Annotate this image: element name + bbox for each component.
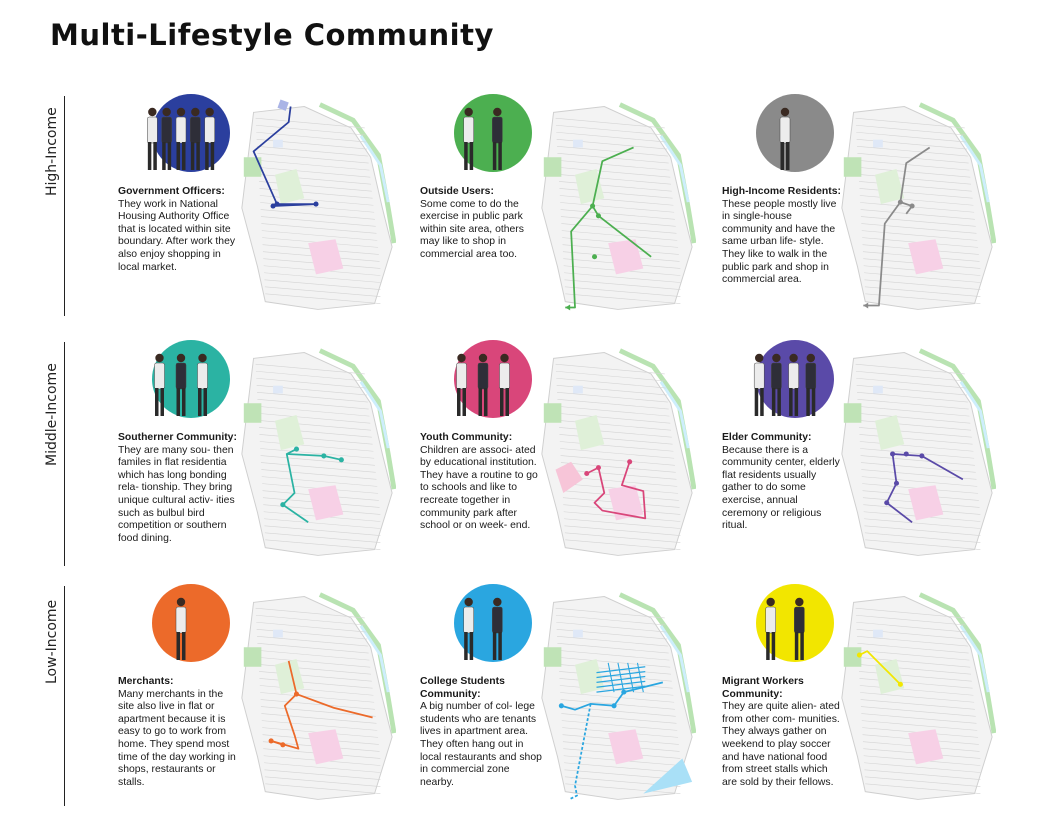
arrow-icon <box>565 305 570 311</box>
person-leg <box>800 632 804 660</box>
band-divider <box>64 342 65 566</box>
group-description <box>420 676 542 789</box>
route-node <box>612 703 617 708</box>
office-zone <box>273 140 283 148</box>
arrow-icon <box>863 303 868 309</box>
person-head <box>155 354 163 362</box>
person-leg <box>148 142 152 170</box>
person-leg <box>182 388 186 416</box>
group-description <box>118 186 240 274</box>
park-zone <box>244 403 262 423</box>
person-head <box>177 108 185 116</box>
high-income-residents-icon <box>734 96 834 186</box>
youth-community-icon <box>432 342 532 432</box>
person-head <box>493 108 501 116</box>
route-node <box>919 453 924 458</box>
person-leg <box>191 142 195 170</box>
southerner-community-icon <box>130 342 230 432</box>
site-map <box>236 588 396 806</box>
site-outline <box>842 597 992 800</box>
person-body <box>806 363 816 389</box>
site-outline <box>542 107 692 310</box>
person-head <box>500 354 508 362</box>
route-node <box>559 703 564 708</box>
group-text: They work in National Housing Authority Office that is located within site boundary. After work they also enjoy shopping in local market. <box>118 198 236 273</box>
person-leg <box>789 388 793 416</box>
group-heading: College Students Community: <box>420 676 505 700</box>
site-outline <box>242 107 392 310</box>
park-zone <box>844 157 862 177</box>
park-zone <box>844 403 862 423</box>
person-leg <box>755 388 759 416</box>
route-node <box>590 203 595 208</box>
group-heading: Youth Community: <box>420 432 513 443</box>
route-node <box>898 682 903 687</box>
group-heading: Migrant Workers Community: <box>722 676 804 700</box>
park-zone <box>544 647 562 667</box>
person-body <box>766 607 776 633</box>
person-leg <box>479 388 483 416</box>
group-text: A big number of col- lege students who are tenants lives in apartment area. They often hang out in local restaurants and shop in commercial zone nearby. <box>420 701 542 788</box>
office-zone <box>273 386 283 394</box>
person-leg <box>777 388 781 416</box>
person-body <box>789 363 799 389</box>
person-leg <box>177 632 181 660</box>
office-zone <box>273 630 283 638</box>
site-map <box>236 344 396 562</box>
person-leg <box>196 142 200 170</box>
person-leg <box>182 142 186 170</box>
person-leg <box>786 142 790 170</box>
group-description <box>420 186 542 262</box>
person-head <box>191 108 199 116</box>
route-node <box>910 203 915 208</box>
route-node <box>294 447 299 452</box>
group-heading: Southerner Community: <box>118 432 237 443</box>
route-node <box>596 465 601 470</box>
person-body <box>155 363 165 389</box>
route-node <box>339 457 344 462</box>
person-leg <box>498 142 502 170</box>
person-head <box>789 354 797 362</box>
site-map <box>836 344 996 562</box>
person-body <box>478 363 488 389</box>
person-leg <box>177 142 181 170</box>
park-zone <box>544 157 562 177</box>
office-zone <box>873 140 883 148</box>
site-map <box>536 588 696 806</box>
person-head <box>457 354 465 362</box>
person-body <box>147 117 157 143</box>
person-leg <box>457 388 461 416</box>
group-text: They are quite alien- ated from other com- munities. They always gather on weekend to play soccer and have national food from street stalls which are sold by their fellows. <box>722 701 840 788</box>
group-description <box>722 676 844 789</box>
group-text: Many merchants in the site also live in flat or apartment because it is easy to go to work from home. They spend most time of the day working in shops, restaurants or stalls. <box>118 688 236 788</box>
person-leg <box>772 388 776 416</box>
person-body <box>176 363 186 389</box>
person-leg <box>153 142 157 170</box>
person-leg <box>760 388 764 416</box>
person-leg <box>464 632 468 660</box>
site-map <box>836 98 996 316</box>
office-zone <box>573 386 583 394</box>
route-node <box>857 653 862 658</box>
person-leg <box>161 388 165 416</box>
group-text: They are many sou- then familes in flat residentia which has long bonding rela- tionship. They bring unique cultural activ- ities such as bulbul bird competition or southern food dining. <box>118 444 235 544</box>
group-description <box>722 432 844 533</box>
route-node <box>269 738 274 743</box>
person-body <box>492 117 502 143</box>
person-head <box>148 108 156 116</box>
group-heading: Elder Community: <box>722 432 812 443</box>
person-head <box>772 354 780 362</box>
office-zone <box>873 630 883 638</box>
person-leg <box>506 388 510 416</box>
person-leg <box>470 142 474 170</box>
person-leg <box>484 388 488 416</box>
group-text: Children are associ- ated by educational institution. They have a routine to go to schools and like to recreate together in community park after school or on week- end. <box>420 444 538 532</box>
site-map <box>536 344 696 562</box>
person-body <box>500 363 510 389</box>
route-node <box>894 481 899 486</box>
person-body <box>198 363 208 389</box>
person-leg <box>812 388 816 416</box>
site-outline <box>242 597 392 800</box>
person-leg <box>766 632 770 660</box>
route-node <box>280 502 285 507</box>
group-heading: Merchants: <box>118 676 174 687</box>
route-node <box>592 254 597 259</box>
merchants-icon <box>130 586 230 676</box>
person-head <box>464 108 472 116</box>
person-leg <box>211 142 215 170</box>
person-body <box>190 117 200 143</box>
person-head <box>205 108 213 116</box>
band-divider <box>64 96 65 316</box>
person-leg <box>772 632 776 660</box>
office-zone <box>873 386 883 394</box>
person-leg <box>198 388 202 416</box>
person-body <box>176 117 186 143</box>
person-leg <box>177 388 181 416</box>
route-node <box>596 213 601 218</box>
person-leg <box>182 632 186 660</box>
person-leg <box>464 142 468 170</box>
person-body <box>771 363 781 389</box>
person-body <box>162 117 172 143</box>
site-map <box>236 98 396 316</box>
group-heading: Outside Users: <box>420 186 494 197</box>
group-description <box>118 676 240 789</box>
site-outline <box>242 353 392 556</box>
person-leg <box>463 388 467 416</box>
person-leg <box>806 388 810 416</box>
office-zone <box>573 630 583 638</box>
person-leg <box>168 142 172 170</box>
route-node <box>271 203 276 208</box>
person-leg <box>155 388 159 416</box>
group-text: These people mostly live in single-house community and have the same urban life- style. They like to walk in the public park and shop in commercial area. <box>722 198 837 286</box>
office-zone <box>573 140 583 148</box>
site-outline <box>542 597 692 800</box>
route-node <box>313 202 318 207</box>
park-zone <box>544 403 562 423</box>
group-heading: High-Income Residents: <box>722 186 841 197</box>
route-node <box>890 451 895 456</box>
college-students-icon <box>432 586 532 676</box>
group-description <box>118 432 240 545</box>
group-text: Some come to do the exercise in public park within site area, others may like to shop in commercial area too. <box>420 198 524 260</box>
person-leg <box>781 142 785 170</box>
page-title: Multi-Lifestyle Community <box>50 18 494 52</box>
government-officers-icon <box>130 96 230 186</box>
person-head <box>177 598 185 606</box>
site-outline <box>842 107 992 310</box>
person-leg <box>162 142 166 170</box>
group-description <box>722 186 844 287</box>
route-node <box>621 690 626 695</box>
site-outline <box>542 353 692 556</box>
group-heading: Government Officers: <box>118 186 225 197</box>
person-head <box>493 598 501 606</box>
person-head <box>198 354 206 362</box>
person-leg <box>204 388 208 416</box>
person-body <box>464 607 474 633</box>
person-body <box>464 117 474 143</box>
site-map <box>536 98 696 316</box>
group-text: Because there is a community center, elderly flat residents usually gather to do some exercise, annual ceremony or religious ritual. <box>722 444 840 532</box>
band-divider <box>64 586 65 806</box>
route-node <box>280 742 285 747</box>
person-head <box>795 598 803 606</box>
band-label: Middle-Income <box>44 363 60 466</box>
route-node <box>294 692 299 697</box>
site-map <box>836 588 996 806</box>
person-leg <box>493 632 496 660</box>
elder-community-icon <box>734 342 834 432</box>
person-head <box>177 354 185 362</box>
person-leg <box>470 632 474 660</box>
person-leg <box>795 632 799 660</box>
person-leg <box>500 388 504 416</box>
person-body <box>457 363 467 389</box>
band-label: High-Income <box>44 107 60 196</box>
route-node <box>898 200 903 205</box>
person-head <box>807 354 815 362</box>
person-body <box>205 117 215 143</box>
park-zone <box>244 157 262 177</box>
route-node <box>321 453 326 458</box>
person-head <box>766 598 774 606</box>
route-node <box>904 451 909 456</box>
route-node <box>884 500 889 505</box>
person-head <box>781 108 789 116</box>
person-head <box>162 108 170 116</box>
park-zone <box>244 647 262 667</box>
person-head <box>755 354 763 362</box>
migrant-workers-icon <box>734 586 834 676</box>
person-body <box>492 607 502 633</box>
group-description <box>420 432 542 533</box>
site-outline <box>842 353 992 556</box>
outside-users-icon <box>432 96 532 186</box>
band-label: Low-Income <box>44 599 60 684</box>
person-head <box>464 598 472 606</box>
person-body <box>780 117 790 143</box>
person-leg <box>205 142 209 170</box>
person-head <box>479 354 487 362</box>
person-leg <box>493 142 496 170</box>
route-node <box>627 459 632 464</box>
person-body <box>794 607 804 633</box>
person-leg <box>795 388 799 416</box>
route-node <box>584 471 589 476</box>
person-body <box>754 363 764 389</box>
person-leg <box>498 632 502 660</box>
person-body <box>176 607 186 633</box>
